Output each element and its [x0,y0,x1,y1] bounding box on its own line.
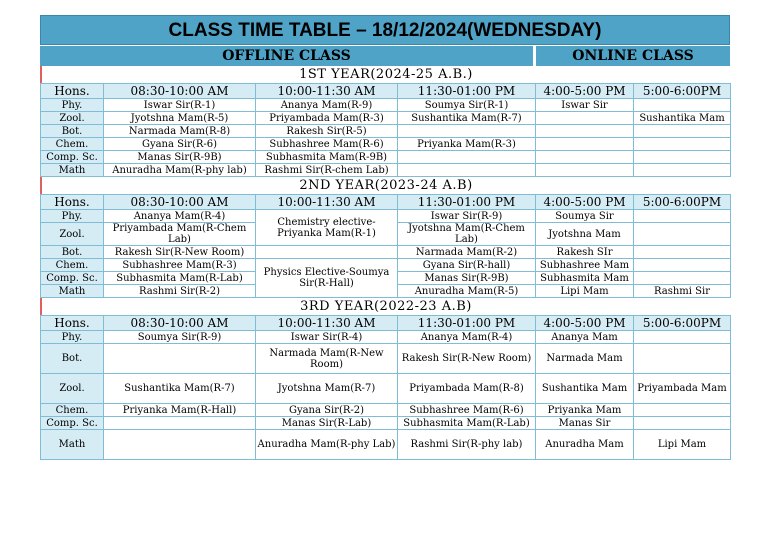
table-cell: Narmada Mam(R-New Room) [256,344,398,374]
table-cell [398,164,536,177]
column-header: 11:30-01:00 PM [398,316,536,331]
table-cell: Subhashree Mam(R-6) [398,404,536,417]
table-cell: Sushantika Mam(R-7) [104,374,256,404]
online-label: ONLINE CLASS [572,48,694,64]
table-cell: Ananya Mam(R-4) [104,210,256,223]
table-cell: Gyana Sir(R-hall) [398,259,536,272]
table-cell [536,164,634,177]
table-cell: Gyana Sir(R-6) [104,138,256,151]
table-cell [256,246,398,259]
table-cell [634,138,731,151]
table-cell [634,99,731,112]
table-row [41,138,731,151]
column-header: 4:00-5:00 PM [536,84,634,99]
table-cell [634,344,731,374]
table-cell: Ananya Mam [536,331,634,344]
table-cell: Jyotshna Mam [536,223,634,246]
table-cell [634,125,731,138]
page-title: CLASS TIME TABLE – 18/12/2024(WEDNESDAY) [40,15,730,45]
column-header: 10:00-11:30 AM [256,195,398,210]
subject-cell: Bot. [41,344,104,374]
year-3-table [40,315,731,460]
table-cell: Sushantika Mam(R-7) [398,112,536,125]
table-row [41,151,731,164]
table-cell [536,125,634,138]
table-cell: Lipi Mam [634,430,731,460]
column-header: 08:30-10:00 AM [104,84,256,99]
column-header: Hons. [41,84,104,99]
table-row [41,404,731,417]
table-cell [634,246,731,259]
table-cell [634,259,731,272]
year-1-table [40,83,731,177]
column-header: 4:00-5:00 PM [536,195,634,210]
table-cell: Sushantika Mam [634,112,731,125]
column-header: Hons. [41,316,104,331]
table-cell: Ananya Mam(R-9) [256,99,398,112]
table-row [41,430,731,460]
table-cell: Lipi Mam [536,285,634,298]
subject-cell: Chem. [41,138,104,151]
column-header: 08:30-10:00 AM [104,316,256,331]
table-cell [536,138,634,151]
column-header: 5:00-6:00PM [634,195,731,210]
table-cell: Priyanka Mam [536,404,634,417]
subject-cell: Chem. [41,404,104,417]
table-row [41,164,731,177]
subject-cell: Bot. [41,125,104,138]
table-row [41,246,731,259]
table-cell: Priyambada Mam(R-3) [256,112,398,125]
table-cell: Jyotshna Mam(R-5) [104,112,256,125]
subject-cell: Chem. [41,259,104,272]
table-cell: Rashmi Sir [634,285,731,298]
table-cell: Rakesh Sir(R-New Room) [398,344,536,374]
table-row [41,125,731,138]
column-header: 5:00-6:00PM [634,316,731,331]
table-cell: Iswar Sir(R-1) [104,99,256,112]
table-cell: Manas Sir(R-9B) [398,272,536,285]
table-cell: Subhasmita Mam [536,272,634,285]
subject-cell: Phy. [41,99,104,112]
elective-cell: Physics Elective-Soumya Sir(R-Hall) [256,259,398,298]
offline-label: OFFLINE CLASS [40,46,536,66]
table-cell [104,417,256,430]
table-cell [104,430,256,460]
table-cell: Manas Sir(R-9B) [104,151,256,164]
table-cell: Subhashree Mam [536,259,634,272]
table-cell: Rashmi Sir(R-phy lab) [398,430,536,460]
column-header: Hons. [41,195,104,210]
header-row [41,84,731,99]
table-cell [634,272,731,285]
table-cell: Ananya Mam(R-4) [398,331,536,344]
table-cell [634,210,731,223]
header-row [41,195,731,210]
table-cell: Jyotshna Mam(R-Chem Lab) [398,223,536,246]
table-cell [398,125,536,138]
table-cell [634,331,731,344]
subject-cell: Zool. [41,112,104,125]
table-cell: Sushantika Mam [536,374,634,404]
table-cell: Priyanka Mam(R-3) [398,138,536,151]
table-cell: Rakesh Sir(R-5) [256,125,398,138]
timetable-sheet [40,15,730,460]
table-cell: Jyotshna Mam(R-7) [256,374,398,404]
table-cell: Anuradha Mam(R-phy lab) [104,164,256,177]
table-cell: Iswar Sir(R-9) [398,210,536,223]
subject-cell: Zool. [41,223,104,246]
table-cell: Iswar Sir [536,99,634,112]
table-cell: Anuradha Mam [536,430,634,460]
table-cell: Narmada Mam(R-8) [104,125,256,138]
subject-cell: Comp. Sc. [41,417,104,430]
table-row [41,99,731,112]
mode-header [40,46,730,66]
table-row [41,259,731,272]
table-cell: Subhashree Mam(R-6) [256,138,398,151]
table-cell: Soumya Sir(R-1) [398,99,536,112]
header-row [41,316,731,331]
column-header: 08:30-10:00 AM [104,195,256,210]
table-row [41,210,731,223]
table-cell: Anuradha Mam(R-5) [398,285,536,298]
table-cell: Narmada Mam [536,344,634,374]
table-cell: Priyambada Mam(R-Chem Lab) [104,223,256,246]
table-cell [104,344,256,374]
table-row [41,417,731,430]
table-row [41,344,731,374]
table-row [41,331,731,344]
column-header: 4:00-5:00 PM [536,316,634,331]
table-cell [634,164,731,177]
table-cell [398,151,536,164]
table-cell [634,223,731,246]
table-cell: Rashmi Sir(R-2) [104,285,256,298]
column-header: 5:00-6:00PM [634,84,731,99]
table-cell: Subhasmita Mam(R-9B) [256,151,398,164]
table-cell: Subhashree Mam(R-3) [104,259,256,272]
subject-cell: Comp. Sc. [41,272,104,285]
table-cell [634,151,731,164]
table-cell: Subhasmita Mam(R-Lab) [398,417,536,430]
subject-cell: Phy. [41,331,104,344]
table-row [41,112,731,125]
column-header: 11:30-01:00 PM [398,195,536,210]
table-cell: Rakesh Sir(R-New Room) [104,246,256,259]
table-cell: Gyana Sir(R-2) [256,404,398,417]
column-header: 11:30-01:00 PM [398,84,536,99]
subject-cell: Phy. [41,210,104,223]
table-cell: Rakesh SIr [536,246,634,259]
table-cell: Subhasmita Mam(R-Lab) [104,272,256,285]
subject-cell: Zool. [41,374,104,404]
subject-cell: Bot. [41,246,104,259]
table-cell: Priyambada Mam [634,374,731,404]
table-cell [634,417,731,430]
table-cell: Soumya Sir(R-9) [104,331,256,344]
table-cell: Soumya Sir [536,210,634,223]
table-cell [536,112,634,125]
table-cell: Rashmi Sir(R-chem Lab) [256,164,398,177]
table-cell: Narmada Mam(R-2) [398,246,536,259]
year-2-table [40,194,731,298]
table-cell: Manas Sir(R-Lab) [256,417,398,430]
subject-cell: Comp. Sc. [41,151,104,164]
table-cell: Priyanka Mam(R-Hall) [104,404,256,417]
table-cell: Manas Sir [536,417,634,430]
table-cell: Priyambada Mam(R-8) [398,374,536,404]
column-header: 10:00-11:30 AM [256,316,398,331]
subject-cell: Math [41,164,104,177]
year-1-label: 1ST YEAR(2024-25 A.B.) [40,66,730,83]
subject-cell: Math [41,285,104,298]
table-cell [536,151,634,164]
year-3-label: 3RD YEAR(2022-23 A.B) [40,298,730,315]
table-cell: Iswar Sir(R-4) [256,331,398,344]
column-header: 10:00-11:30 AM [256,84,398,99]
table-row [41,374,731,404]
table-cell [634,404,731,417]
table-cell: Anuradha Mam(R-phy Lab) [256,430,398,460]
elective-cell: Chemistry elective-Priyanka Mam(R-1) [256,210,398,246]
year-2-label: 2ND YEAR(2023-24 A.B) [40,177,730,194]
subject-cell: Math [41,430,104,460]
